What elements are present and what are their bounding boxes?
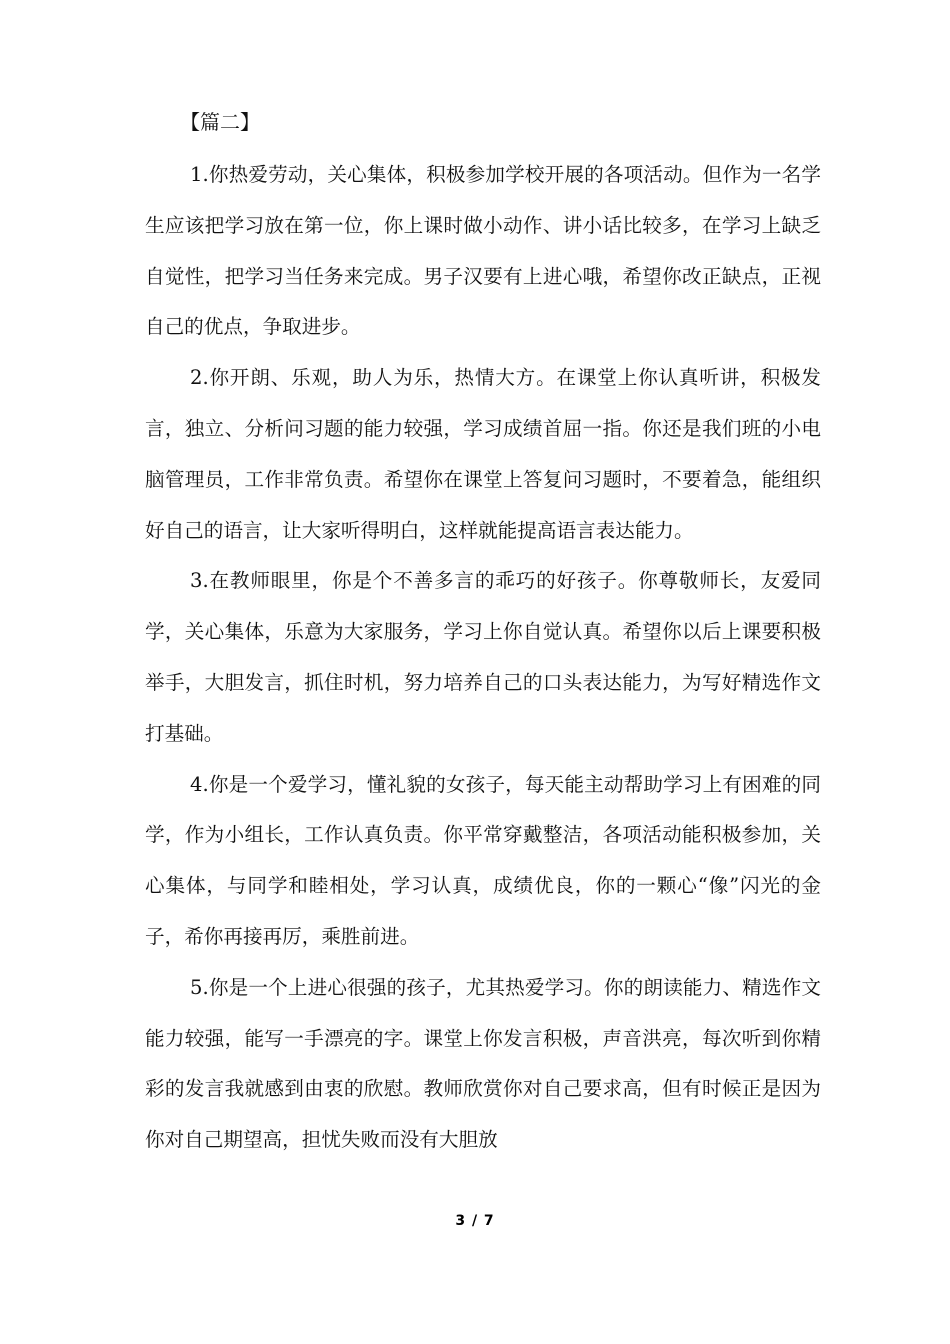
- comment-paragraph-4: 4.你是一个爱学习，懂礼貌的女孩子，每天能主动帮助学习上有困难的同学，作为小组长，工作认真负责。你平常穿戴整洁，各项活动能积极参加，关心集体，与同学和睦相处，学习认真，成绩优良，你的一颗心“像”闪光的金子，希你再接再厉，乘胜前进。: [145, 772, 821, 948]
- comment-paragraph-1: 1.你热爱劳动，关心集体，积极参加学校开展的各项活动。但作为一名学生应该把学习放在第一位，你上课时做小动作、讲小话比较多，在学习上缺乏自觉性，把学习当任务来完成。男子汉要有上进心哦，希望你改正缺点，正视自己的优点，争取进步。: [145, 163, 821, 339]
- section-heading: 【篇二】: [180, 110, 260, 134]
- document-body: [145, 100, 821, 1166]
- page-number: 3 / 7: [455, 1213, 495, 1229]
- comment-paragraph-5: 5.你是一个上进心很强的孩子，尤其热爱学习。你的朗读能力、精选作文能力较强，能写一手漂亮的字。课堂上你发言积极，声音洪亮，每次听到你精彩的发言我就感到由衷的欣慰。教师欣赏你对自己要求高，但有时候正是因为你对自己期望高，担忧失败而没有大胆放: [145, 975, 821, 1152]
- comment-paragraph-3: 3.在教师眼里，你是个不善多言的乖巧的好孩子。你尊敬师长，友爱同学，关心集体，乐意为大家服务，学习上你自觉认真。希望你以后上课要积极举手，大胆发言，抓住时机，努力培养自己的口头表达能力，为写好精选作文打基础。: [145, 569, 821, 745]
- comment-paragraph-2: 2.你开朗、乐观，助人为乐，热情大方。在课堂上你认真听讲，积极发言，独立、分析问习题的能力较强，学习成绩首屈一指。你还是我们班的小电脑管理员，工作非常负责。希望你在课堂上答复问习题时，不要着急，能组织好自己的语言，让大家听得明白，这样就能提高语言表达能力。: [145, 366, 821, 542]
